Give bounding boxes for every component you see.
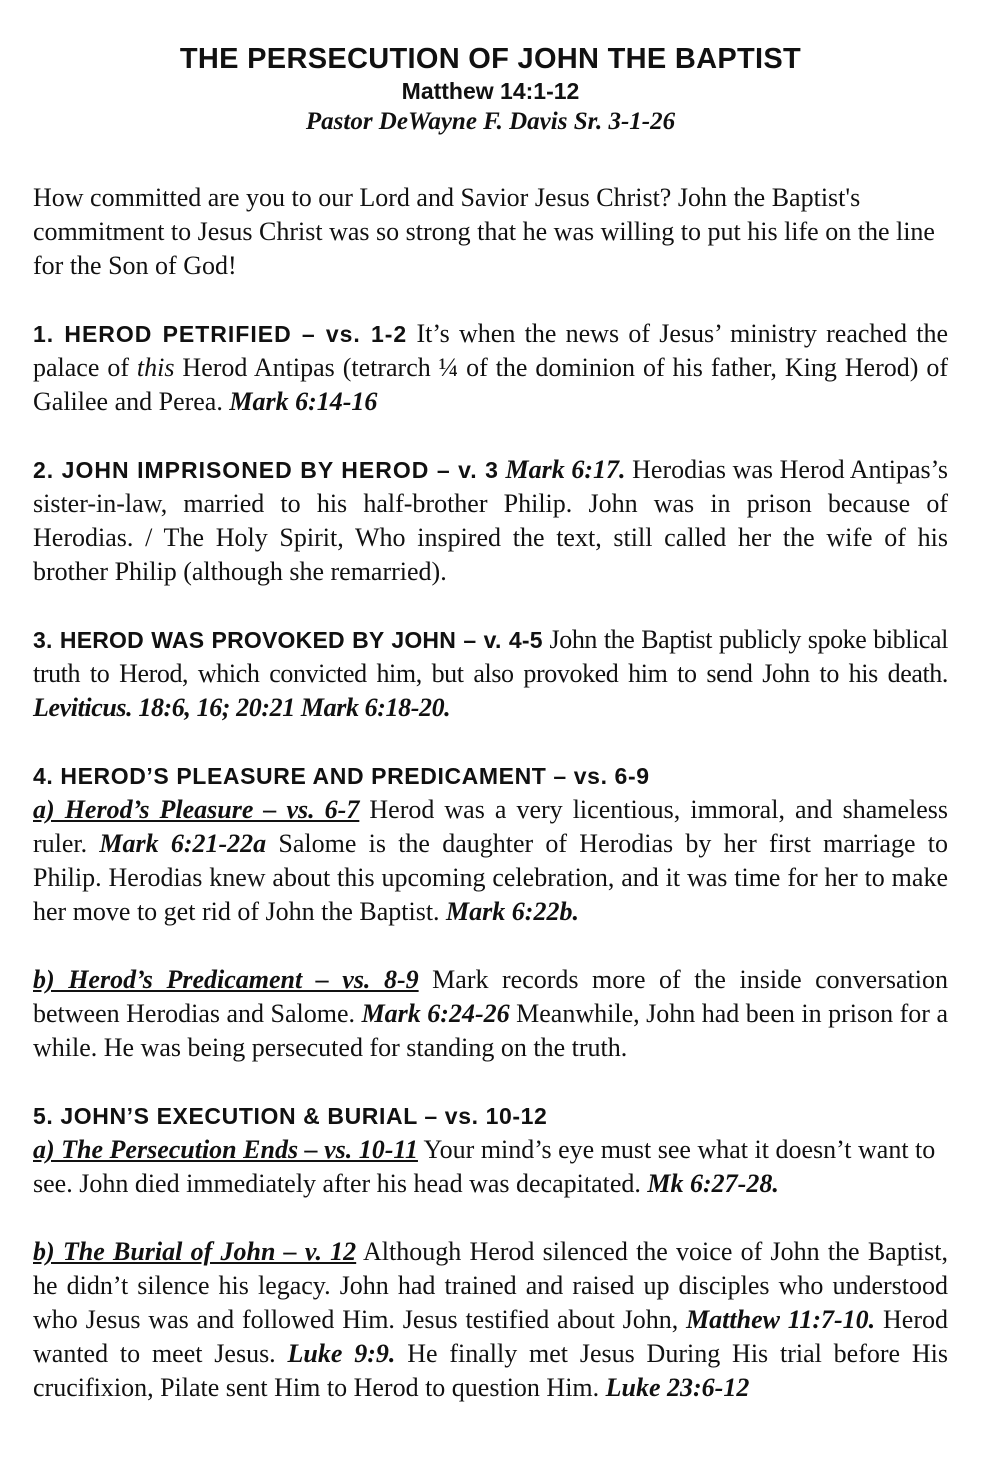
scripture-reference: Matthew 14:1-12: [401, 78, 580, 104]
section-1-heading: 1. HEROD PETRIFIED – vs. 1-2: [33, 321, 408, 347]
section-5a-ref: Mk 6:27-28.: [647, 1169, 779, 1198]
section-1-emphasis: this: [136, 353, 175, 382]
section-2-heading: 2. JOHN IMPRISONED BY HEROD – v. 3: [33, 457, 499, 483]
section-1: [33, 317, 948, 419]
section-5-heading: 5. JOHN’S EXECUTION & BURIAL – vs. 10-12: [33, 1103, 548, 1129]
section-1-text: It’s when the news of Jesus’ ministry reached the palace of: [33, 319, 948, 382]
section-4a: [33, 793, 948, 929]
section-2-ref: Mark 6:17.: [505, 455, 626, 484]
section-4a-ref-1: Mark 6:21-22a: [99, 829, 267, 858]
section-1-text-cont: Herod Antipas (tetrarch ¼ of the dominion of his father, King Herod) of Galilee and Perea.: [33, 353, 948, 416]
section-3-text: John the Baptist publicly spoke biblical truth to Herod, which convicted him, but also provoked him to send John to his death.: [33, 625, 948, 688]
intro-paragraph: How committed are you to our Lord and Savior Jesus Christ? John the Baptist's commitment to Jesus Christ was so strong that he was willing to put his life on the line for the Son of God!: [33, 183, 935, 280]
section-4b-ref: Mark 6:24-26: [361, 999, 510, 1028]
section-5b-text: Although Herod silenced the voice of John the Baptist, he didn’t silence his legacy. John had trained and raised up disciples who understood who Jesus was and followed Him. Jesus testified about John,: [33, 1237, 948, 1334]
section-5b-ref-2: Luke 9:9.: [287, 1339, 396, 1368]
section-5a-text: Your mind’s eye must see what it doesn’t want to see. John died immediately after his head was decapitated.: [33, 1135, 936, 1198]
page-title: THE PERSECUTION OF JOHN THE BAPTIST: [179, 43, 802, 75]
section-5b: [33, 1235, 948, 1405]
section-3: [33, 623, 948, 725]
section-5b-label: b) The Burial of John – v. 12: [33, 1237, 357, 1266]
section-1-ref: Mark 6:14-16: [229, 387, 378, 416]
section-5b-text-2: Herod wanted to meet Jesus.: [33, 1305, 948, 1368]
section-3-ref: Leviticus. 18:6, 16; 20:21 Mark 6:18-20.: [33, 693, 451, 722]
section-2: [33, 453, 948, 589]
section-4a-ref-2: Mark 6:22b.: [446, 897, 579, 926]
section-5a: [33, 1133, 948, 1201]
section-4-heading: 4. HEROD’S PLEASURE AND PREDICAMENT – vs. 6-9: [33, 763, 650, 789]
section-5a-label: a) The Persecution Ends – vs. 10-11: [33, 1135, 418, 1164]
section-4a-text-cont: Salome is the daughter of Herodias by her first marriage to Philip. Herodias knew about this upcoming celebration, and it was time for her to make her move to get rid of John the Baptist.: [33, 829, 948, 926]
section-5b-text-3: He finally met Jesus During His trial before His crucifixion, Pilate sent Him to Herod to question Him.: [33, 1339, 949, 1402]
pastor-byline: Pastor DeWayne F. Davis Sr. 3-1-26: [305, 108, 676, 135]
section-3-heading: 3. HEROD WAS PROVOKED BY JOHN – v. 4-5: [33, 627, 543, 653]
section-4a-text: Herod was a very licentious, immoral, and shameless ruler.: [33, 795, 948, 858]
header: [33, 0, 948, 138]
section-4a-label: a) Herod’s Pleasure – vs. 6-7: [33, 795, 360, 824]
section-2-text: Herodias was Herod Antipas’s sister-in-law, married to his half-brother Philip. John was in prison because of Herodias. / The Holy Spirit, Who inspired the text, still called her the wife of his brother Philip (although she remarried).: [33, 455, 948, 586]
section-4b-label: b) Herod’s Predicament – vs. 8-9: [33, 965, 419, 994]
section-4b: [33, 963, 948, 1065]
section-4b-text-cont: Meanwhile, John had been in prison for a while. He was being persecuted for standing on the truth.: [33, 999, 949, 1062]
section-4b-text: Mark records more of the inside conversation between Herodias and Salome.: [33, 965, 948, 1028]
section-5b-ref-1: Matthew 11:7-10.: [686, 1305, 876, 1334]
section-5b-ref-3: Luke 23:6-12: [605, 1373, 750, 1402]
